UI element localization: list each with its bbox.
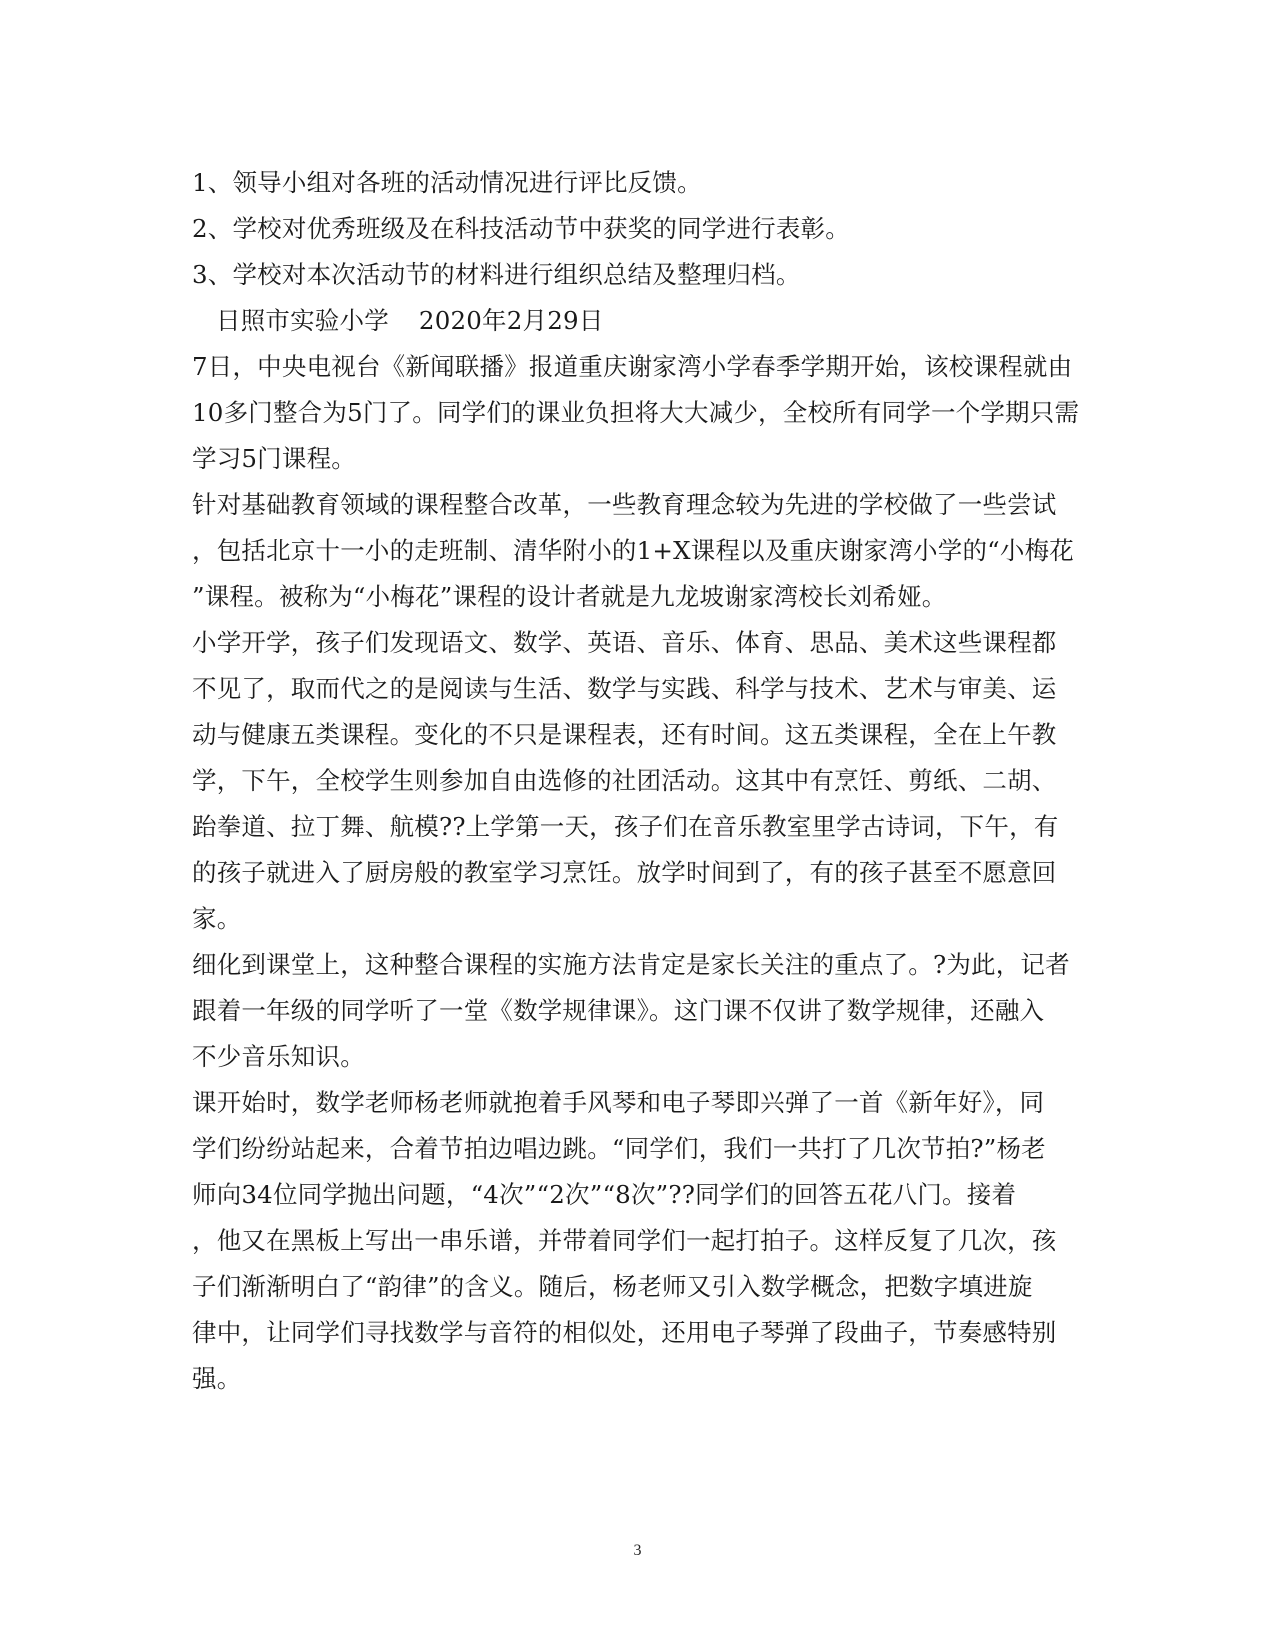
paragraph [192,1080,1087,1402]
paragraph-line: ，他又在黑板上写出一串乐谱，并带着同学们一起打拍子。这样反复了几次，孩 [192,1226,1057,1255]
paragraph-line: 不见了，取而代之的是阅读与生活、数学与实践、科学与技术、艺术与审美、运 [192,674,1057,703]
paragraph-line: 课开始时，数学老师杨老师就抱着手风琴和电子琴即兴弹了一首《新年好》，同 [192,1088,1045,1117]
paragraph-line: 不少音乐知识。 [192,1042,365,1071]
paragraph [192,344,1087,482]
paragraph-line: 的孩子就进入了厨房般的教室学习烹饪。放学时间到了，有的孩子甚至不愿意回 [192,858,1057,887]
paragraph-line: ”课程。被称为“小梅花”课程的设计者就是九龙坡谢家湾校长刘希娅。 [192,582,947,611]
signature-school: 日照市实验小学 [216,306,389,335]
paragraph-line: 7日，中央电视台《新闻联播》报道重庆谢家湾小学春季学期开始，该校课程就由 [192,352,1073,381]
signature-line [192,298,1087,344]
paragraph [192,942,1087,1080]
paragraph-line: 强。 [192,1364,242,1393]
document-body [192,160,1087,1402]
paragraph-line: 律中，让同学们寻找数学与音符的相似处，还用电子琴弹了段曲子，节奏感特别 [192,1318,1057,1347]
list-item: 1、领导小组对各班的活动情况进行评比反馈。 [192,168,702,197]
paragraph-line: 针对基础教育领域的课程整合改革，一些教育理念较为先进的学校做了一些尝试 [192,490,1057,519]
paragraph-line: 细化到课堂上，这种整合课程的实施方法肯定是家长关注的重点了。?为此，记者 [192,950,1070,979]
paragraph [192,482,1087,620]
paragraph-line: 动与健康五类课程。变化的不只是课程表，还有时间。这五类课程，全在上午教 [192,720,1057,749]
paragraph [192,620,1087,942]
paragraph-line: 学们纷纷站起来，合着节拍边唱边跳。“同学们，我们一共打了几次节拍?”杨老 [192,1134,1046,1163]
list-item: 3、学校对本次活动节的材料进行组织总结及整理归档。 [192,260,801,289]
page-number: 3 [633,1542,642,1559]
list-item: 2、学校对优秀班级及在科技活动节中获奖的同学进行表彰。 [192,214,850,243]
paragraph-line: 师向34位同学抛出问题，“4次”“2次”“8次”??同学们的回答五花八门。接着 [192,1180,1017,1209]
paragraph-line: 家。 [192,904,242,933]
paragraph-line: 子们渐渐明白了“韵律”的含义。随后，杨老师又引入数学概念，把数字填进旋 [192,1272,1033,1301]
signature-date: 2020年2月29日 [418,306,604,335]
paragraph-line: 小学开学，孩子们发现语文、数学、英语、音乐、体育、思品、美术这些课程都 [192,628,1057,657]
paragraph-line: 学，下午，全校学生则参加自由选修的社团活动。这其中有烹饪、剪纸、二胡、 [192,766,1057,795]
paragraph-line: 学习5门课程。 [192,444,356,473]
paragraph-line: 跟着一年级的同学听了一堂《数学规律课》。这门课不仅讲了数学规律，还融入 [192,996,1045,1025]
paragraph-line: 10多门整合为5门了。同学们的课业负担将大大减少，全校所有同学一个学期只需 [192,398,1080,427]
paragraph-line: 跆拳道、拉丁舞、航模??上学第一天，孩子们在音乐教室里学古诗词，下午，有 [192,812,1059,841]
paragraph-line: ，包括北京十一小的走班制、清华附小的1+X课程以及重庆谢家湾小学的“小梅花 [192,536,1074,565]
summary-list [192,160,1087,298]
